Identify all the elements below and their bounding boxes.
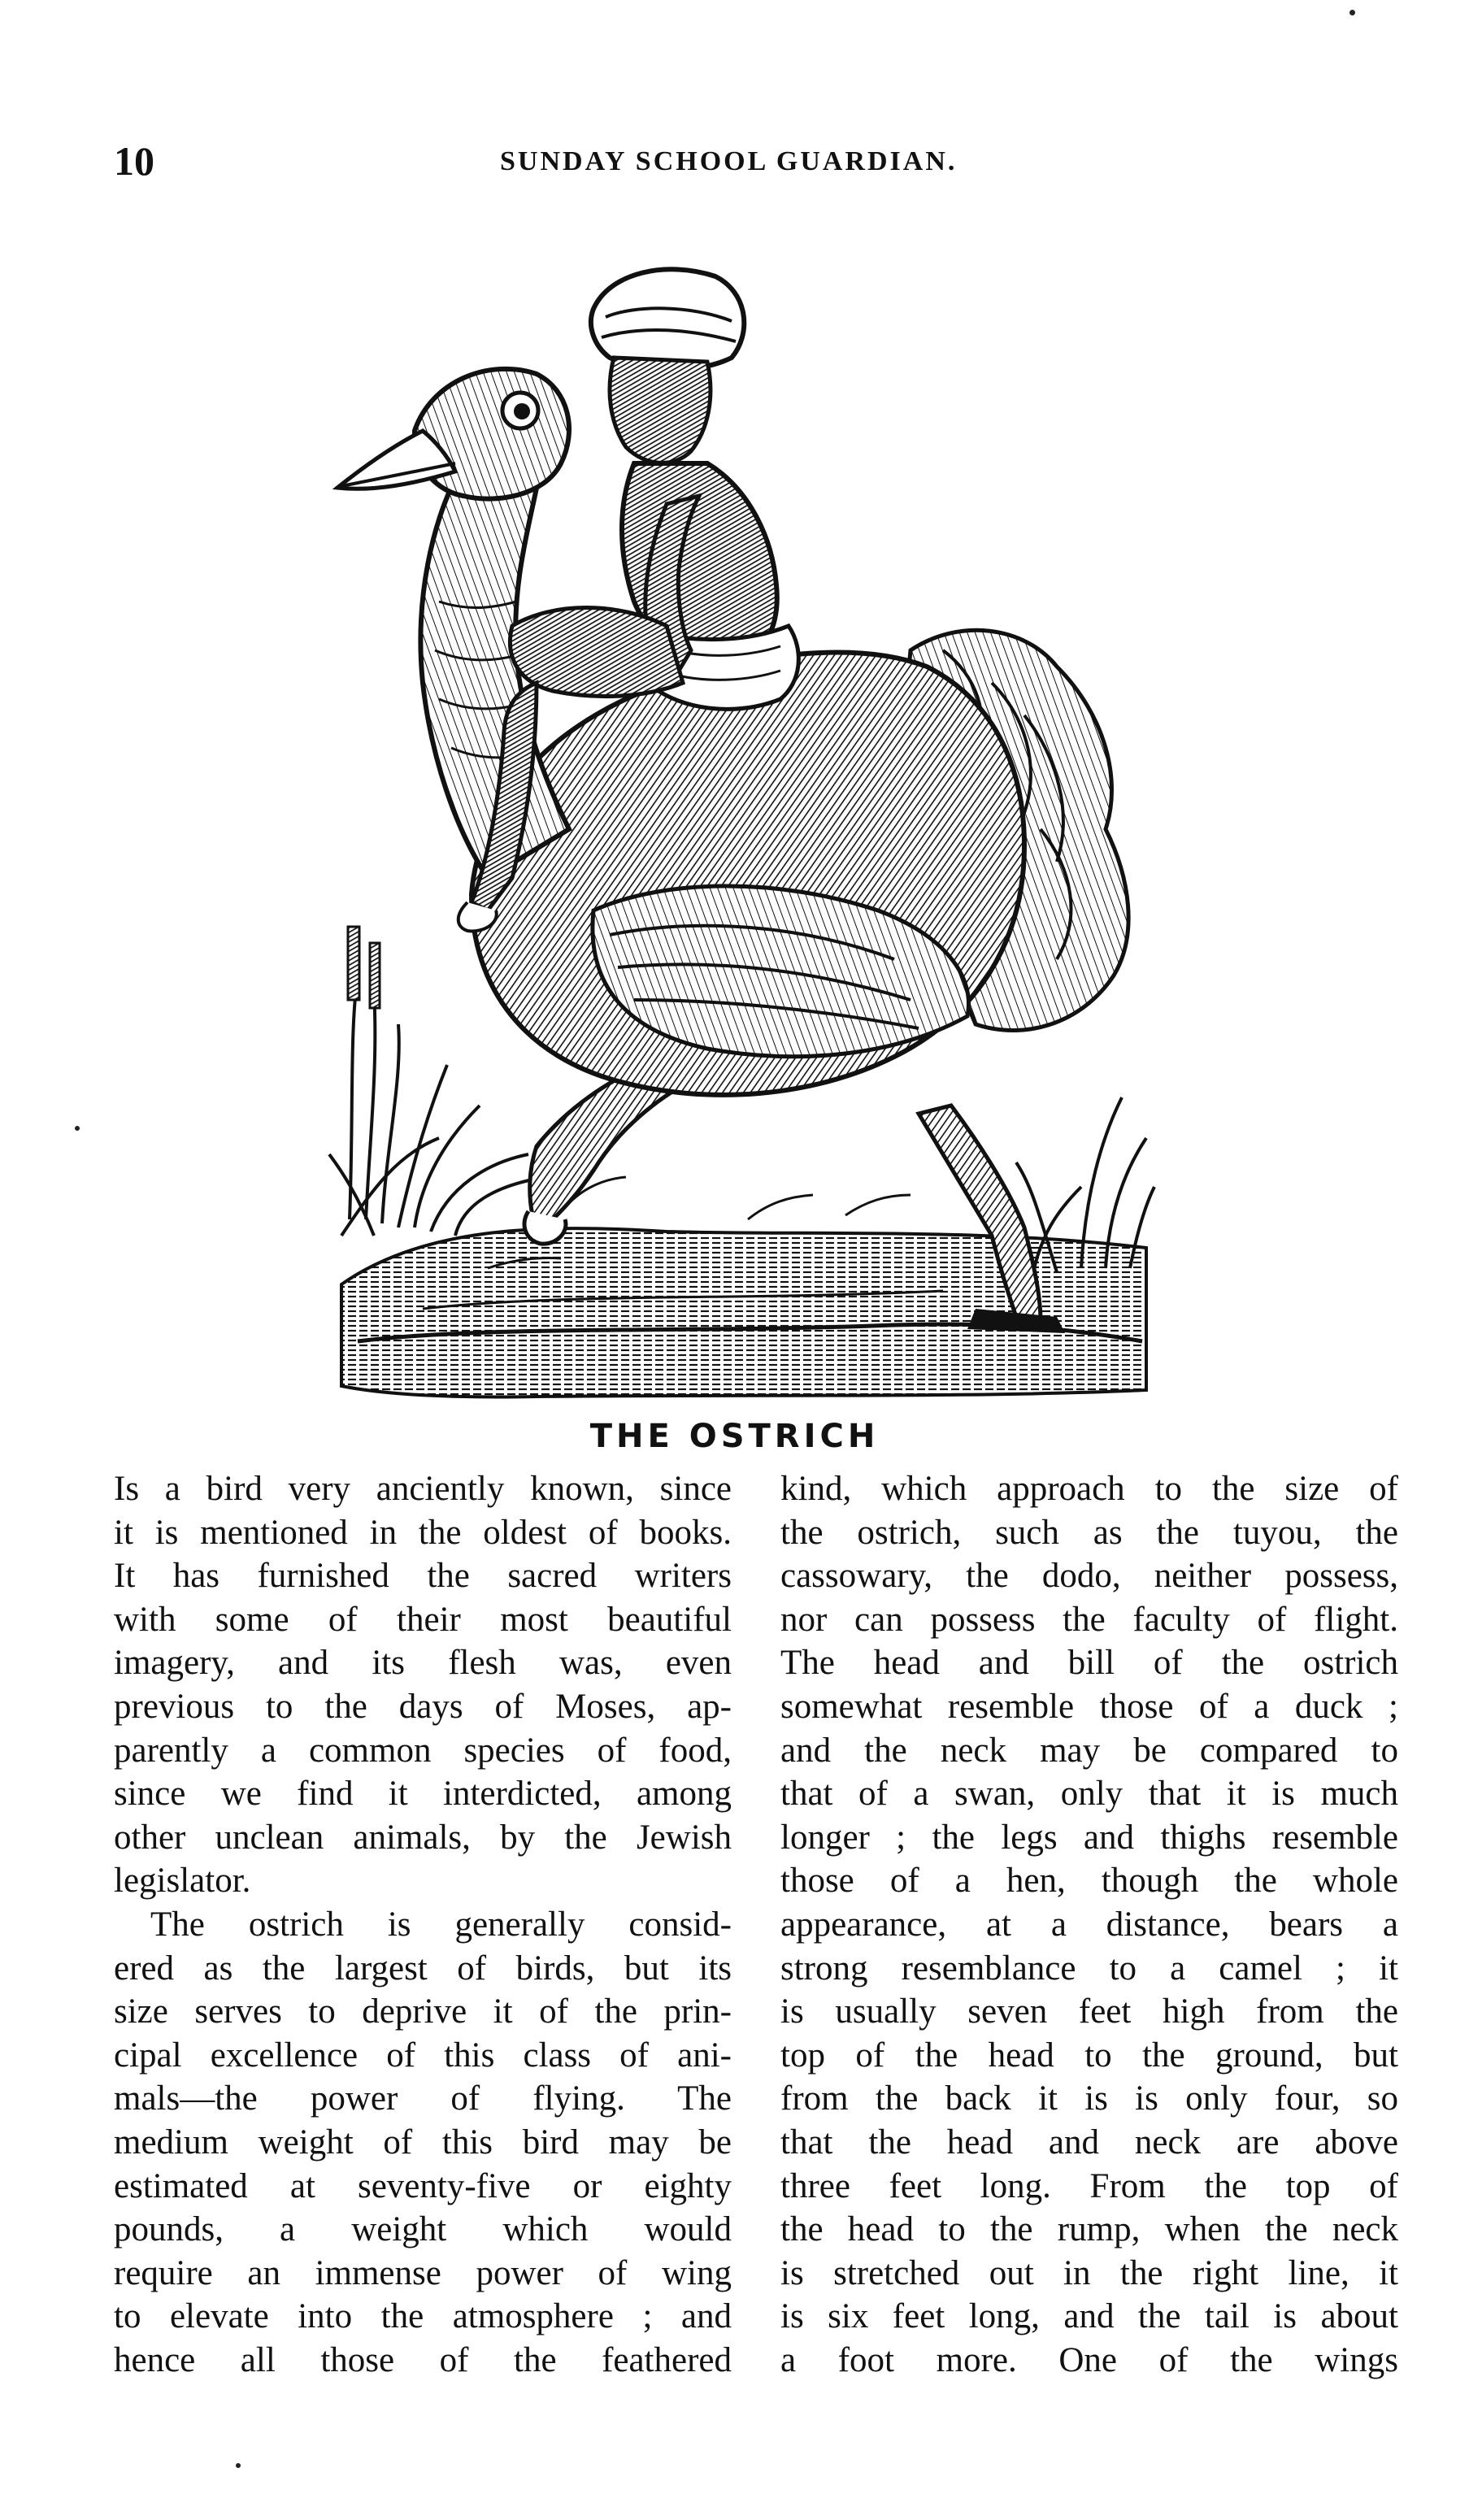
print-speck: [1349, 10, 1355, 15]
left-text-column: [114, 1467, 732, 2382]
text-line: It has furnished the sacred writers: [114, 1557, 732, 1596]
text-line: imagery, and its flesh was, even: [114, 1644, 732, 1683]
right-text-column: [780, 1467, 1398, 2382]
text-line: somewhat resemble those of a duck ;: [780, 1687, 1398, 1726]
text-line: that the head and neck are above: [780, 2122, 1398, 2162]
running-header: [114, 137, 1032, 185]
text-line: kind, which approach to the size of: [780, 1470, 1398, 1508]
text-line: cassowary, the dodo, neither possess,: [780, 1557, 1398, 1596]
text-line: is stretched out in the right line, it: [780, 2253, 1398, 2292]
text-line: is six feet long, and the tail is about: [780, 2297, 1398, 2336]
ostrich-with-rider-engraving: [325, 260, 1163, 1406]
print-speck: [75, 1126, 80, 1131]
text-line: other unclean animals, by the Jewish: [114, 1818, 732, 1857]
text-line: appearance, at a distance, bears a: [780, 1905, 1398, 1944]
text-line: longer ; the legs and thighs resemble: [780, 1818, 1398, 1857]
text-line: is usually seven feet high from the: [780, 1992, 1398, 2031]
text-line: legislator.: [114, 1862, 251, 1901]
text-line: the ostrich, such as the tuyou, the: [780, 1513, 1398, 1552]
text-line: that of a swan, only that it is much: [780, 1775, 1398, 1814]
text-line: parently a common species of food,: [114, 1731, 732, 1770]
page-number: 10: [114, 138, 154, 184]
text-line: it is mentioned in the oldest of books.: [114, 1513, 732, 1552]
running-title: SUNDAY SCHOOL GUARDIAN.: [500, 146, 958, 176]
text-line: top of the head to the ground, but: [780, 2036, 1398, 2075]
text-line: The head and bill of the ostrich: [780, 1644, 1398, 1683]
text-line: Is a bird very anciently known, since: [114, 1470, 732, 1508]
text-line: the head to the rump, when the neck: [780, 2210, 1398, 2249]
text-line: estimated at seventy-five or eighty: [114, 2166, 732, 2205]
text-line: medium weight of this bird may be: [114, 2122, 732, 2162]
text-line: from the back it is is only four, so: [780, 2079, 1398, 2118]
text-line: require an immense power of wing: [114, 2253, 732, 2292]
text-line: those of a hen, though the whole: [780, 1862, 1398, 1901]
text-line: pounds, a weight which would: [114, 2210, 732, 2249]
text-line: mals—the power of flying. The: [114, 2079, 732, 2118]
text-line: previous to the days of Moses, ap-: [114, 1687, 732, 1726]
text-line: ered as the largest of birds, but its: [114, 1949, 732, 1988]
text-line: since we find it interdicted, among: [114, 1775, 732, 1814]
text-line: to elevate into the atmosphere ; and: [114, 2297, 732, 2336]
text-line: three feet long. From the top of: [780, 2166, 1398, 2205]
text-line: size serves to deprive it of the prin-: [114, 1992, 732, 2031]
text-line: nor can possess the faculty of flight.: [780, 1600, 1398, 1639]
text-line: The ostrich is generally consid-: [150, 1905, 732, 1944]
text-line: cipal excellence of this class of ani-: [114, 2036, 732, 2075]
illustration-caption: THE OSTRICH: [589, 1418, 880, 1455]
text-line: hence all those of the feathered: [114, 2340, 732, 2379]
text-line: strong resemblance to a camel ; it: [780, 1949, 1398, 1988]
text-line: and the neck may be compared to: [780, 1731, 1398, 1770]
text-line: with some of their most beautiful: [114, 1600, 732, 1639]
text-line: a foot more. One of the wings: [780, 2340, 1398, 2379]
print-speck: [236, 2463, 241, 2468]
